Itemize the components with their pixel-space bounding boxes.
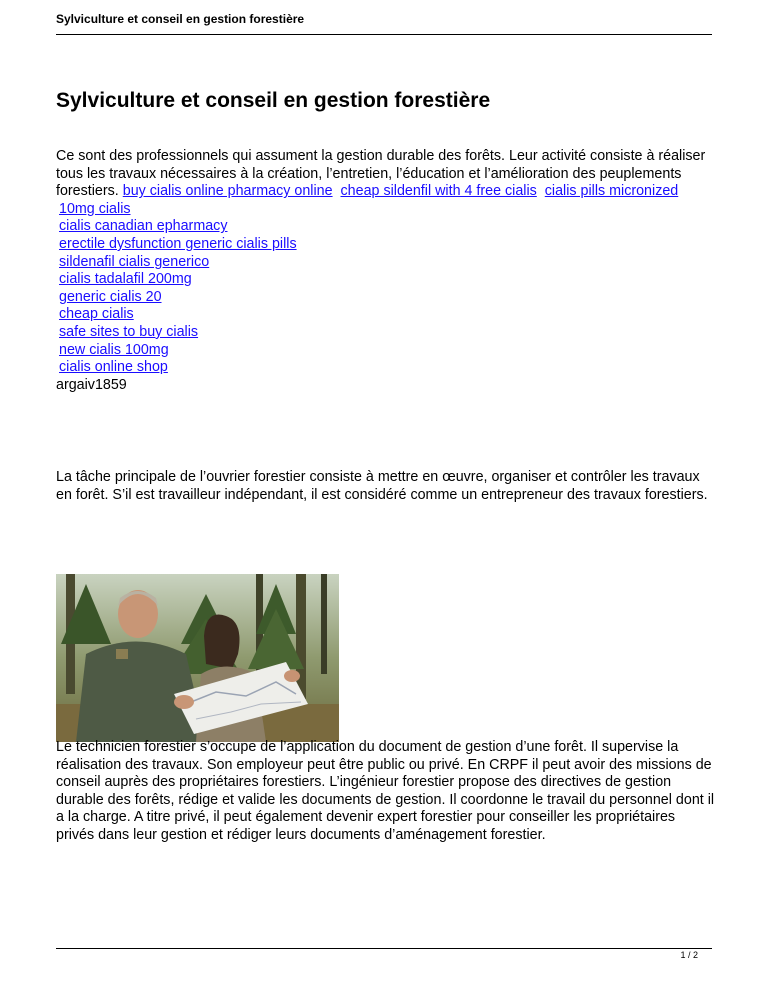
- page-number: 1 / 2: [680, 950, 698, 960]
- link-cialis-pills-micronized[interactable]: cialis pills micronized: [544, 183, 679, 200]
- link-cialis-canadian-epharmacy[interactable]: cialis canadian epharmacy: [59, 218, 228, 235]
- worker-paragraph: La tâche principale de l’ouvrier forestier consiste à mettre en œuvre, organiser et contrôler les travaux en forêt. S’il est travailleur indépendant, il est considéré comme un entrepreneur des travaux forestiers.: [56, 469, 708, 503]
- link-cialis-tadalafil-200mg[interactable]: cialis tadalafil 200mg: [59, 271, 192, 288]
- link-new-cialis-100mg[interactable]: new cialis 100mg: [59, 341, 169, 358]
- running-header: Sylviculture et conseil en gestion forestière: [56, 12, 305, 26]
- link-10mg-cialis[interactable]: 10mg cialis: [59, 200, 131, 217]
- foresters-photo: [56, 574, 339, 742]
- technician-paragraph: Le technicien forestier s’occupe de l’application du document de gestion d’une forêt. Il supervise la réalisation des travaux. Son employeur peut être public ou privé. En CRPF il peut avoir des missions de conseil auprès des propriétaires forestiers. L’ingénieur forestier propose des directives de gestion durable des forêts, rédige et valide les documents de gestion. Il coordonne le travail du personnel dont il a la charge. A titre privé, il peut également devenir expert forestier pour conseiller les propriétaires privés dans leur gestion et rédiger leurs documents d’aménagement forestier.: [56, 739, 715, 843]
- link-sildenafil-cialis-generico[interactable]: sildenafil cialis generico: [59, 253, 210, 270]
- link-generic-cialis-20[interactable]: generic cialis 20: [59, 288, 162, 305]
- intro-paragraph: [56, 148, 716, 394]
- signature-text: argaiv1859: [56, 376, 127, 393]
- link-safe-sites-to-buy-cialis[interactable]: safe sites to buy cialis: [59, 323, 199, 340]
- page-title: Sylviculture et conseil en gestion forestière: [56, 89, 491, 112]
- intro-text: Ce sont des professionnels qui assument la gestion durable des forêts. Leur activité consiste à réaliser tous les travaux nécessaires à la création, l’entretien, l’éducation et l’amélioration des peuplements forestiers.: [56, 148, 706, 200]
- header-divider: [56, 34, 712, 35]
- link-erectile-dysfunction-generic[interactable]: erectile dysfunction generic cialis pills: [59, 235, 297, 252]
- footer-divider: [56, 948, 712, 949]
- link-cheap-cialis[interactable]: cheap cialis: [59, 306, 134, 323]
- link-buy-cialis-online-pharmacy[interactable]: buy cialis online pharmacy online: [122, 183, 333, 200]
- link-cheap-sildenfil[interactable]: cheap sildenfil with 4 free cialis: [340, 183, 537, 200]
- link-cialis-online-shop[interactable]: cialis online shop: [59, 359, 168, 376]
